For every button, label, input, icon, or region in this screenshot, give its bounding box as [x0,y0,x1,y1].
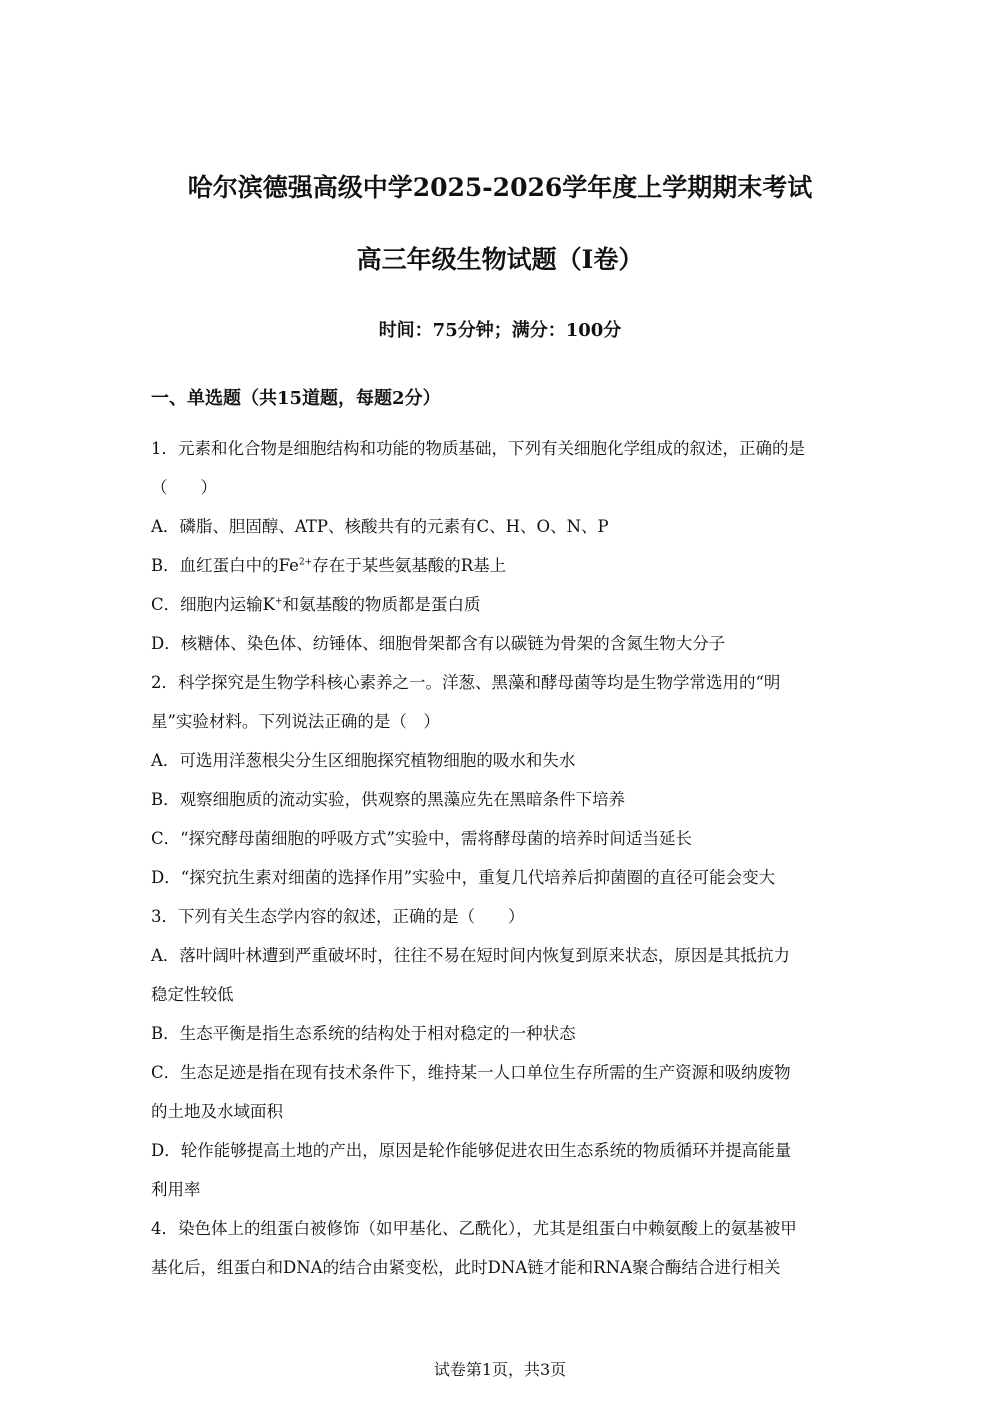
q1-option-a: A．磷脂、胆固醇、ATP、核酸共有的元素有C、H、O、N、P [151,517,609,536]
q1-option-c-superscript: + [274,596,283,607]
q1-option-c-text-end: 和氨基酸的物质都是蛋白质 [282,595,481,614]
q3-stem: 3．下列有关生态学内容的叙述，正确的是（ ） [151,907,525,926]
q1-option-c [151,595,481,615]
q3-option-a-line-2: 稳定性较低 [151,985,234,1004]
q2-option-a: A．可选用洋葱根尖分生区细胞探究植物细胞的吸水和失水 [151,751,576,770]
section-heading: 一、单选题（共15道题，每题2分） [151,388,441,409]
q3-option-d-line-2: 利用率 [151,1180,201,1199]
q1-option-b-text: B．血红蛋白中的Fe [151,556,299,575]
q2-stem-line-2: 星”实验材料。下列说法正确的是（ ） [151,712,440,731]
q1-option-b [151,556,506,576]
q4-stem-line-2: 基化后，组蛋白和DNA的结合由紧变松，此时DNA链才能和RNA聚合酶结合进行相关 [151,1258,781,1277]
q3-option-d-line-1: D．轮作能够提高土地的产出，原因是轮作能够促进农田生态系统的物质循环并提高能量 [151,1141,792,1160]
q3-option-c-line-1: C．生态足迹是指在现有技术条件下，维持某一人口单位生存所需的生产资源和吸纳废物 [151,1063,791,1082]
q2-stem-line-1: 2．科学探究是生物学科核心素养之一。洋葱、黑藻和酵母菌等均是生物学常选用的“明 [151,673,781,692]
q3-option-c-line-2: 的土地及水域面积 [151,1102,283,1121]
q3-option-a-line-1: A．落叶阔叶林遭到严重破坏时，往往不易在短时间内恢复到原来状态，原因是其抵抗力 [151,946,790,965]
q1-option-b-text-end: 存在于某些氨基酸的R基上 [312,556,507,575]
q1-stem-line-2: （ ） [151,478,217,497]
exam-info: 时间：75分钟；满分：100分 [378,320,622,341]
q3-option-b: B．生态平衡是指生态系统的结构处于相对稳定的一种状态 [151,1024,576,1043]
q2-option-d: D．“探究抗生素对细菌的选择作用”实验中，重复几代培养后抑菌圈的直径可能会变大 [151,868,776,887]
q4-stem-line-1: 4．染色体上的组蛋白被修饰（如甲基化、乙酰化），尤其是组蛋白中赖氨酸上的氨基被甲 [151,1219,797,1238]
q1-option-b-superscript: 2+ [298,557,313,568]
q2-option-c: C．“探究酵母菌细胞的呼吸方式”实验中，需将酵母菌的培养时间适当延长 [151,829,692,848]
q1-stem-line-1: 1．元素和化合物是细胞结构和功能的物质基础，下列有关细胞化学组成的叙述，正确的是 [151,439,805,458]
q2-option-b: B．观察细胞质的流动实验，供观察的黑藻应先在黑暗条件下培养 [151,790,626,809]
q1-option-c-text: C．细胞内运输K [151,595,275,614]
q1-option-d: D．核糖体、染色体、纺锤体、细胞骨架都含有以碳链为骨架的含氮生物大分子 [151,634,726,653]
page-footer: 试卷第1页，共3页 [433,1360,567,1379]
exam-subtitle: 高三年级生物试题（Ⅰ卷） [356,245,644,274]
exam-title: 哈尔滨德强高级中学2025-2026学年度上学期期末考试 [187,173,813,202]
